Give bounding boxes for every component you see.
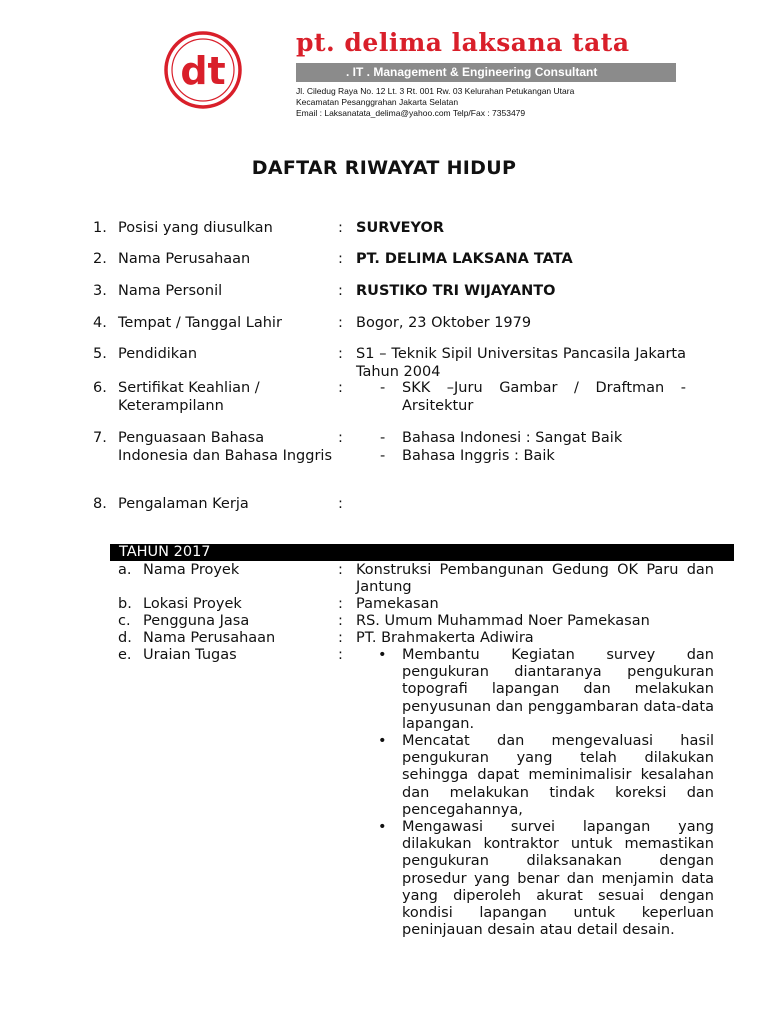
field-value: Pamekasan: [356, 596, 439, 612]
item-colon: :: [338, 220, 343, 236]
field-colon: :: [338, 647, 343, 663]
item-label: Tempat / Tanggal Lahir: [118, 315, 282, 331]
duty-item: [356, 819, 714, 939]
item-value-list: [356, 430, 686, 465]
item-colon: :: [338, 496, 343, 512]
field-label: Pengguna Jasa: [143, 613, 250, 629]
field-colon: :: [338, 630, 343, 646]
item-label: Nama Personil: [118, 283, 223, 299]
field-letter: a.: [118, 562, 132, 578]
item-label: Penguasaan Bahasa Indonesia dan Bahasa Inggris: [118, 430, 332, 464]
item-label: Posisi yang diusulkan: [118, 220, 273, 236]
list-item: [356, 430, 686, 448]
item-colon: :: [338, 380, 343, 396]
item-label: Nama Perusahaan: [118, 251, 251, 267]
item-number: 1.: [93, 220, 107, 236]
field-value: PT. Brahmakerta Adiwira: [356, 630, 534, 646]
bullet-marker: •: [378, 733, 387, 750]
item-label: Pengalaman Kerja: [118, 496, 249, 512]
duty-item: [356, 647, 714, 733]
dash-marker: -: [380, 447, 386, 464]
item-colon: :: [338, 251, 343, 267]
item-number: 3.: [93, 283, 107, 299]
duty-text: Mencatat dan mengevaluasi hasil pengukuran yang telah dilakukan sehingga dapat meminimalisir kesalahan dan melakukan tindak koreksi dan pencegahannya,: [402, 733, 714, 818]
item-number: 7.: [93, 430, 107, 446]
address-line-2: Kecamatan Pesanggrahan Jakarta Selatan: [296, 97, 459, 107]
field-colon: :: [338, 596, 343, 612]
bullet-marker: •: [378, 647, 387, 663]
logo-text: dt: [180, 49, 226, 93]
list-item: [356, 448, 686, 466]
field-label: Lokasi Proyek: [143, 596, 242, 612]
item-number: 4.: [93, 315, 107, 331]
experience-year-header: TAHUN 2017: [110, 544, 734, 561]
company-logo: [163, 30, 243, 110]
field-colon: :: [338, 613, 343, 629]
item-value: SURVEYOR: [356, 220, 444, 236]
company-name: pt. delima laksana tata: [296, 28, 630, 57]
item-colon: :: [338, 283, 343, 299]
field-letter: c.: [118, 613, 131, 629]
field-letter: d.: [118, 630, 132, 646]
item-value: S1 – Teknik Sipil Universitas Pancasila Jakarta Tahun 2004: [356, 346, 686, 380]
contact-line: Email : Laksanatata_delima@yahoo.com Telp/Fax : 7353479: [296, 108, 526, 118]
address-line-1: Jl. Ciledug Raya No. 12 Lt. 3 Rt. 001 Rw. 03 Kelurahan Petukangan Utara: [296, 86, 575, 96]
item-value: Bogor, 23 Oktober 1979: [356, 315, 532, 331]
dash-marker: -: [380, 380, 386, 396]
field-letter: b.: [118, 596, 132, 612]
duty-item: [356, 733, 714, 819]
item-number: 2.: [93, 251, 107, 267]
field-label: Nama Proyek: [143, 562, 240, 578]
item-number: 8.: [93, 496, 107, 512]
list-item-text: Bahasa Inggris : Baik: [402, 447, 555, 464]
field-label: Nama Perusahaan: [143, 630, 276, 646]
dash-marker: -: [380, 430, 386, 446]
duty-text: Mengawasi survei lapangan yang dilakukan kontraktor untuk memastikan pengukuran dilaksanakan dengan prosedur yang benar dan menjamin data yang diperoleh akurat sesuai dengan kondisi lapangan untuk keperluan peninjauan desain atau detail desain.: [402, 819, 714, 939]
item-value: RUSTIKO TRI WIJAYANTO: [356, 283, 556, 299]
item-label: Sertifikat Keahlian / Keterampilann: [118, 380, 260, 414]
field-colon: :: [338, 562, 343, 578]
list-item: [356, 380, 686, 415]
item-number: 5.: [93, 346, 107, 362]
duty-list: [356, 647, 714, 939]
field-label: Uraian Tugas: [143, 647, 237, 663]
bullet-marker: •: [378, 819, 387, 836]
list-item-text: SKK –Juru Gambar / Draftman - Arsitektur: [402, 380, 686, 414]
list-item-text: Bahasa Indonesi : Sangat Baik: [402, 430, 623, 446]
item-colon: :: [338, 430, 343, 446]
item-value: PT. DELIMA LAKSANA TATA: [356, 251, 573, 267]
field-letter: e.: [118, 647, 132, 663]
item-colon: :: [338, 346, 343, 362]
field-value: Konstruksi Pembangunan Gedung OK Paru dan Jantung: [356, 562, 714, 595]
duty-text: Membantu Kegiatan survey dan pengukuran diantaranya pengukuran topografi lapangan dan melakukan penyusunan dan penggambaran data-data lapangan.: [402, 647, 714, 732]
item-value-list: [356, 380, 686, 415]
item-label: Pendidikan: [118, 346, 198, 362]
item-colon: :: [338, 315, 343, 331]
company-tagline: . IT . Management & Engineering Consultant: [296, 63, 676, 82]
item-number: 6.: [93, 380, 107, 396]
field-value: RS. Umum Muhammad Noer Pamekasan: [356, 613, 650, 629]
document-title: DAFTAR RIWAYAT HIDUP: [251, 157, 517, 179]
